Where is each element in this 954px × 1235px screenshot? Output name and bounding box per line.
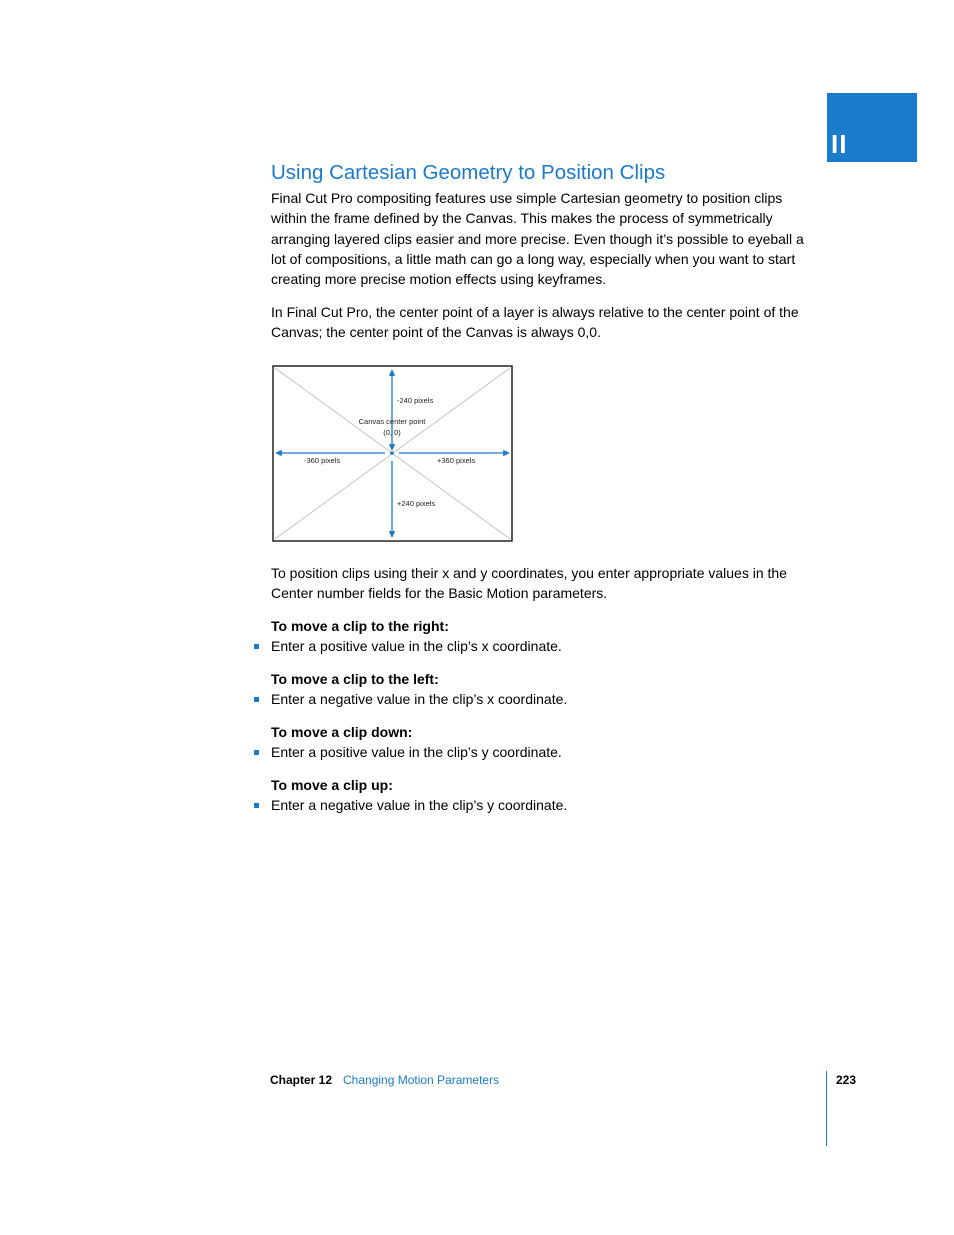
label-left: -360 pixels (304, 456, 341, 465)
task-step-up (253, 795, 813, 815)
task-step-text: Enter a negative value in the clip’s x coordinate. (271, 691, 568, 707)
canvas-coordinate-diagram (272, 365, 513, 542)
task-title-down: To move a clip down: (271, 724, 413, 740)
task-title-up: To move a clip up: (271, 777, 393, 793)
footer-divider (826, 1071, 827, 1146)
center-coords-label: (0, 0) (383, 428, 401, 437)
footer-chapter-title: Changing Motion Parameters (343, 1073, 500, 1087)
label-bottom: +240 pixels (397, 499, 436, 508)
footer-chapter: Chapter 12 (270, 1073, 333, 1087)
canvas-center-point (390, 451, 394, 455)
canvas-coordinate-figure (272, 365, 513, 542)
page-number: 223 (836, 1073, 857, 1087)
task-title-right: To move a clip to the right: (271, 618, 449, 634)
label-right: +360 pixels (437, 456, 476, 465)
center-point-paragraph: In Final Cut Pro, the center point of a layer is always relative to the center point of the Canvas; the center point of the Canvas is always 0,0. (271, 304, 799, 341)
task-step-text: Enter a positive value in the clip’s y coordinate. (271, 744, 562, 760)
bullet-square-icon (254, 750, 259, 755)
task-step-text: Enter a negative value in the clip’s y coordinate. (271, 797, 568, 813)
label-top: -240 pixels (397, 396, 434, 405)
task-step-text: Enter a positive value in the clip’s x coordinate. (271, 638, 562, 654)
task-title-left: To move a clip to the left: (271, 671, 439, 687)
task-step-right (253, 636, 813, 656)
bullet-square-icon (254, 644, 259, 649)
coordinates-paragraph: To position clips using their x and y coordinates, you enter appropriate values in the Center number fields for the Basic Motion parameters. (271, 565, 787, 602)
section-heading: Using Cartesian Geometry to Position Clips (271, 161, 666, 184)
intro-paragraph: Final Cut Pro compositing features use simple Cartesian geometry to position clips within the frame defined by the Canvas. This makes the process of symmetrically arranging layered clips easier and more precise. Even though it’s possible to eyeball a lot of compositions, a little math can go a long way, especially when you want to start creating more precise motion effects using keyframes. (271, 190, 804, 288)
bullet-square-icon (254, 697, 259, 702)
task-step-down (253, 742, 813, 762)
bullet-square-icon (254, 803, 259, 808)
task-step-left (253, 689, 813, 709)
part-tab (827, 93, 917, 162)
center-label: Canvas center point (358, 417, 426, 426)
part-tab-label: II (831, 129, 848, 159)
